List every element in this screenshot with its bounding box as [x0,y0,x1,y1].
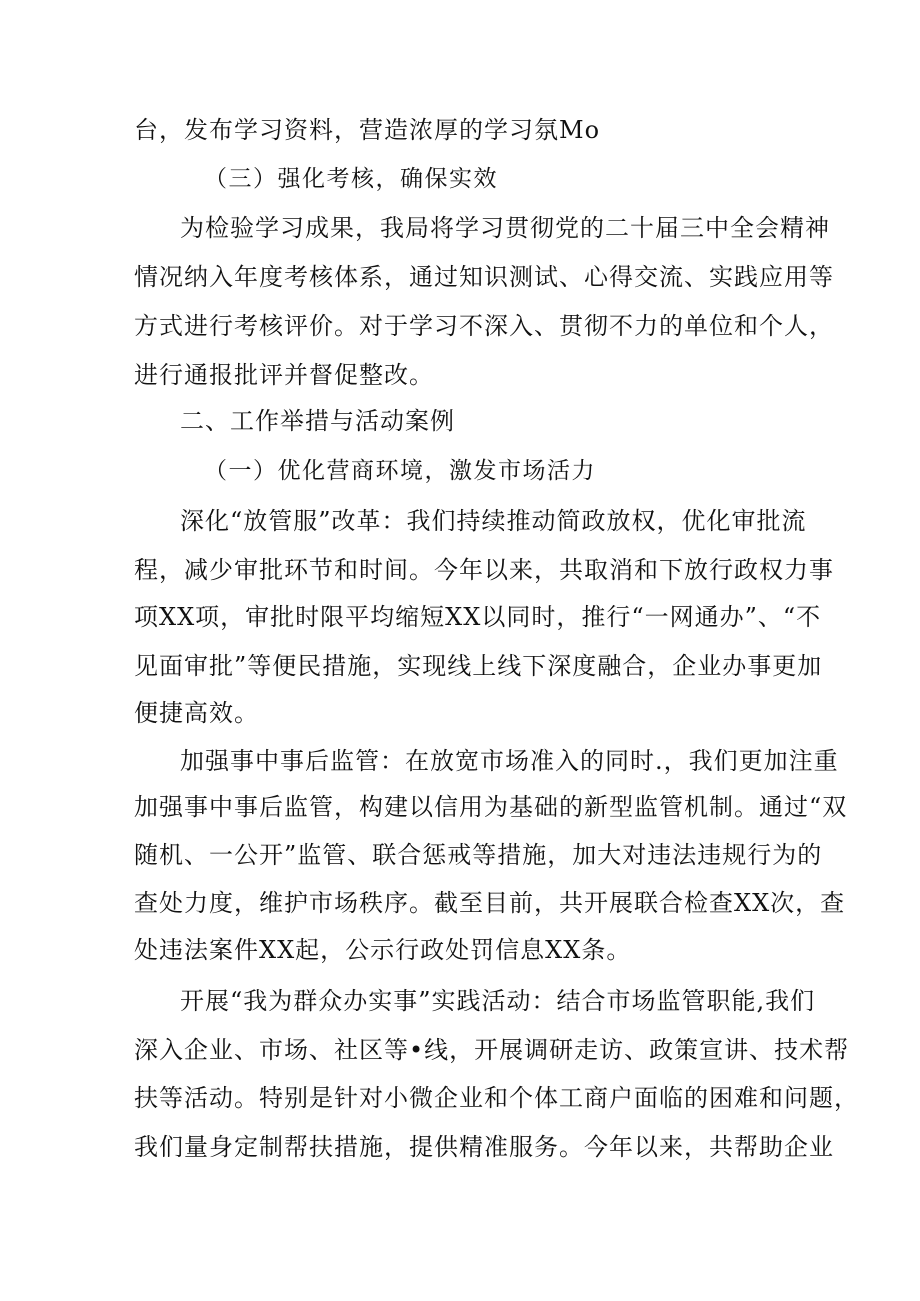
section-heading: 二、工作举措与活动案例 [180,407,455,435]
paragraph-line: 处违法案件XX起，公示行政处罚信息XX条。 [134,936,632,964]
subsection-heading: （一）优化营商环境，激发市场活力 [204,458,596,484]
paragraph-line: 台，发布学习资料，营造浓厚的学习氛Mo [134,116,601,144]
paragraph-line: 开展“我为群众办实事”实践活动：结合市场监管职能,我们 [180,987,816,1015]
paragraph-line: 为检验学习成果，我局将学习贯彻党的二十届三中全会精神 [180,214,830,242]
paragraph-line: 深入企业、市场、社区等•线，开展调研走访、政策宣讲、技术帮 [134,1036,850,1064]
paragraph-line: 我们量身定制帮扶措施，提供精准服务。今年以来，共帮助企业 [134,1133,834,1161]
section-heading: （三）强化考核，确保实效 [204,166,498,192]
paragraph-line: 扶等活动。特别是针对小微企业和个体工商户面临的困难和问题， [134,1084,859,1112]
paragraph-line: 查处力度，维护市场秩序。截至目前，共开展联合检查XX次，查 [134,889,846,917]
paragraph-line: 见面审批”等便民措施，实现线上线下深度融合，企业办事更加 [134,652,823,680]
paragraph-line: 加强事中事后监管：在放宽市场准入的同时.，我们更加注重 [180,747,839,775]
paragraph-line: 深化“放管服”改革：我们持续推动简政放权，优化审批流 [180,507,807,535]
paragraph-line: 加强事中事后监管，构建以信用为基础的新型监管机制。通过“双 [134,793,848,821]
paragraph-line: 随机、一公开”监管、联合惩戒等措施，加大对违法违规行为的 [134,841,823,869]
paragraph-line: 程，减少审批环节和时间。今年以来，共取消和下放行政权力事 [134,556,834,584]
paragraph-line: 便捷高效。 [134,699,259,727]
paragraph-line: 项XX项，审批时限平均缩短XX以同时，推行“一网通办”、“不 [134,603,822,631]
paragraph-line: 进行通报批评并督促整改。 [134,361,434,389]
paragraph-line: 方式进行考核评价。对于学习不深入、贯彻不力的单位和个人， [134,312,834,340]
paragraph-line: 情况纳入年度考核体系，通过知识测试、心得交流、实践应用等 [134,263,834,291]
